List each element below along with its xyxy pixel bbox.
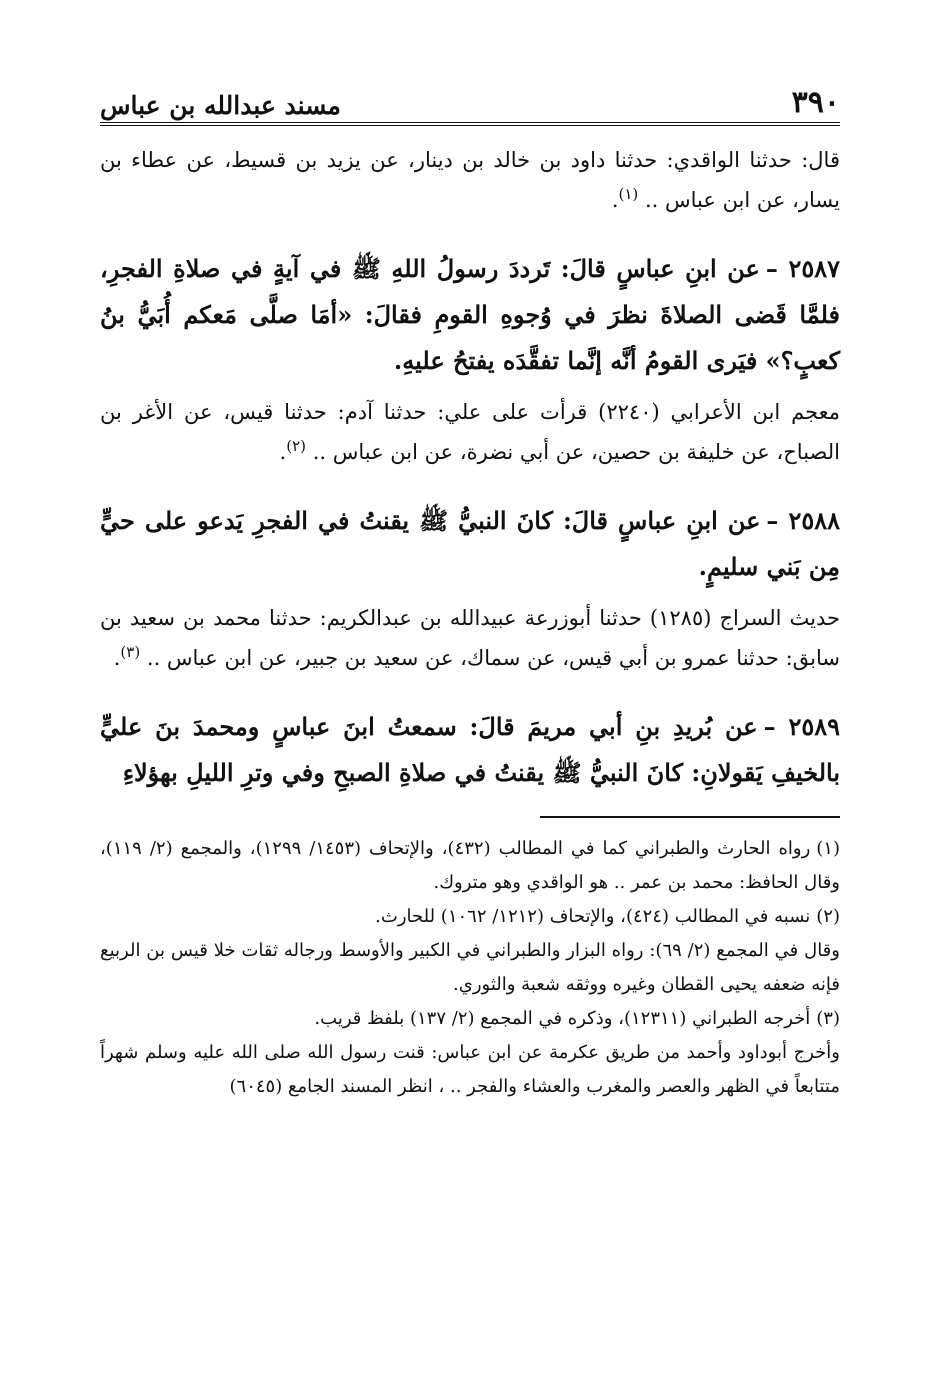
hadith-text: عن ابنِ عباسٍ قالَ: تَرددَ رسولُ اللهِ ﷺ في آيةٍ في صلاةِ الفجرِ، فلمَّا قَضى الصلاةَ نظرَ في وُجوهِ القومِ فقالَ: «أمَا صلَّى مَعكم أُبَيُّ بنُ كعبٍ؟» فيَرى القومُ أنَّه إنَّما تفقَّدَه يفتحُ عليهِ. [100,254,840,375]
footnote-mark: (٢) [816,906,840,927]
footnote-text: رواه الحارث والطبراني كما في المطالب (٤٣٢)، والإتحاف (١٤٥٣/ ١٢٩٩)، والمجمع (٢/ ١١٩)، وقال الحافظ: محمد بن عمر .. هو الواقدي وهو متروك. [100,838,840,893]
footnote-3-continuation: وأخرج أبوداود وأحمد من طريق عكرمة عن ابن عباس: قنت رسول الله صلى الله عليه وسلم شهراً متتابعاً في الظهر والعصر والمغرب والعشاء والفجر .. ، انظر المسند الجامع (٦٠٤٥) [100,1042,840,1097]
footnote-ref-3: (٣) [120,643,141,661]
footnote-ref-2: (٢) [286,437,307,455]
running-header [100,68,840,126]
intro-paragraph: قال: حدثنا الواقدي: حدثنا داود بن خالد بن دينار، عن يزيد بن قسيط، عن عطاء بن يسار، عن ابن عباس .. $^{(١)}$. [100,148,840,212]
footnote-text: أخرجه الطبراني (١٢٣١١)، وذكره في المجمع (٢/ ١٣٧) بلفظ قريب. [314,1008,811,1029]
footnote-2-continuation: وقال في المجمع (٢/ ٦٩): رواه البزار والطبراني في الكبير والأوسط ورجاله ثقات خلا قيس بن الربيع فإنه ضعفه يحيى القطان وغيره ووثقه شعبة والثوري. [100,940,840,995]
footnotes [100,832,840,1104]
hadith-2589 [100,704,840,796]
hadith-text: عن ابنِ عباسٍ قالَ: كانَ النبيُّ ﷺ يقنتُ في الفجرِ يَدعو على حيٍّ مِن بَني سليمٍ. [100,506,840,581]
hadith-2588 [100,498,840,590]
footnote-2 [100,900,840,934]
footnote-mark: (١) [816,838,840,859]
hadith-number: ٢٥٨٧ – [765,254,840,283]
header-title: مسند عبدالله بن عباس [100,91,341,120]
footnote-divider [540,816,840,818]
hadith-number: ٢٥٨٩ – [763,712,840,741]
footnote-3 [100,1002,840,1036]
hadith-2587 [100,246,840,384]
intro-text: قال: حدثنا الواقدي: حدثنا داود بن خالد بن دينار، عن يزيد بن قسيط، عن عطاء بن يسار، عن ابن عباس .. [100,148,840,212]
footnote-mark: (٣) [816,1008,840,1029]
hadith-number: ٢٥٨٨ – [766,506,840,535]
source-paragraph-2588: حديث السراج (١٢٨٥) حدثنا أبوزرعة عبيدالله بن عبدالكريم: حدثنا محمد بن سعيد بن سابق: حدثنا عمرو بن أبي قيس، عن سماك، عن سعيد بن جبير، عن ابن عباس .. $^{(٣)}$. [100,606,840,670]
page-number: ٣٩٠ [791,85,840,120]
book-page [100,68,840,1104]
source-paragraph-2587: معجم ابن الأعرابي (٢٢٤٠) قرأت على علي: حدثنا آدم: حدثنا قيس، عن الأغر بن الصباح، عن خليفة بن حصين، عن أبي نضرة، عن ابن عباس .. $^{(٢)}$. [100,400,841,464]
footnote-text: نسبه في المطالب (٤٢٤)، والإتحاف (١٢١٢/ ١٠٦٢) للحارث. [375,906,811,927]
source-text: حديث السراج (١٢٨٥) حدثنا أبوزرعة عبيدالله بن عبدالكريم: حدثنا محمد بن سعيد بن سابق: حدثنا عمرو بن أبي قيس، عن سماك، عن سعيد بن جبير، عن ابن عباس .. [100,606,840,670]
footnote-1 [100,832,840,900]
footnote-ref-1: (١) [618,185,639,203]
source-text: معجم ابن الأعرابي (٢٢٤٠) قرأت على علي: حدثنا آدم: حدثنا قيس، عن الأغر بن الصباح، عن خليفة بن حصين، عن أبي نضرة، عن ابن عباس .. [100,400,841,464]
hadith-text: عن بُريدِ بنِ أبي مريمَ قالَ: سمعتُ ابنَ عباسٍ ومحمدَ بنَ عليٍّ بالخيفِ يَقولانِ: كانَ النبيُّ ﷺ يقنتُ في صلاةِ الصبحِ وفي وترِ الليلِ بهؤلاءِ [100,712,840,787]
